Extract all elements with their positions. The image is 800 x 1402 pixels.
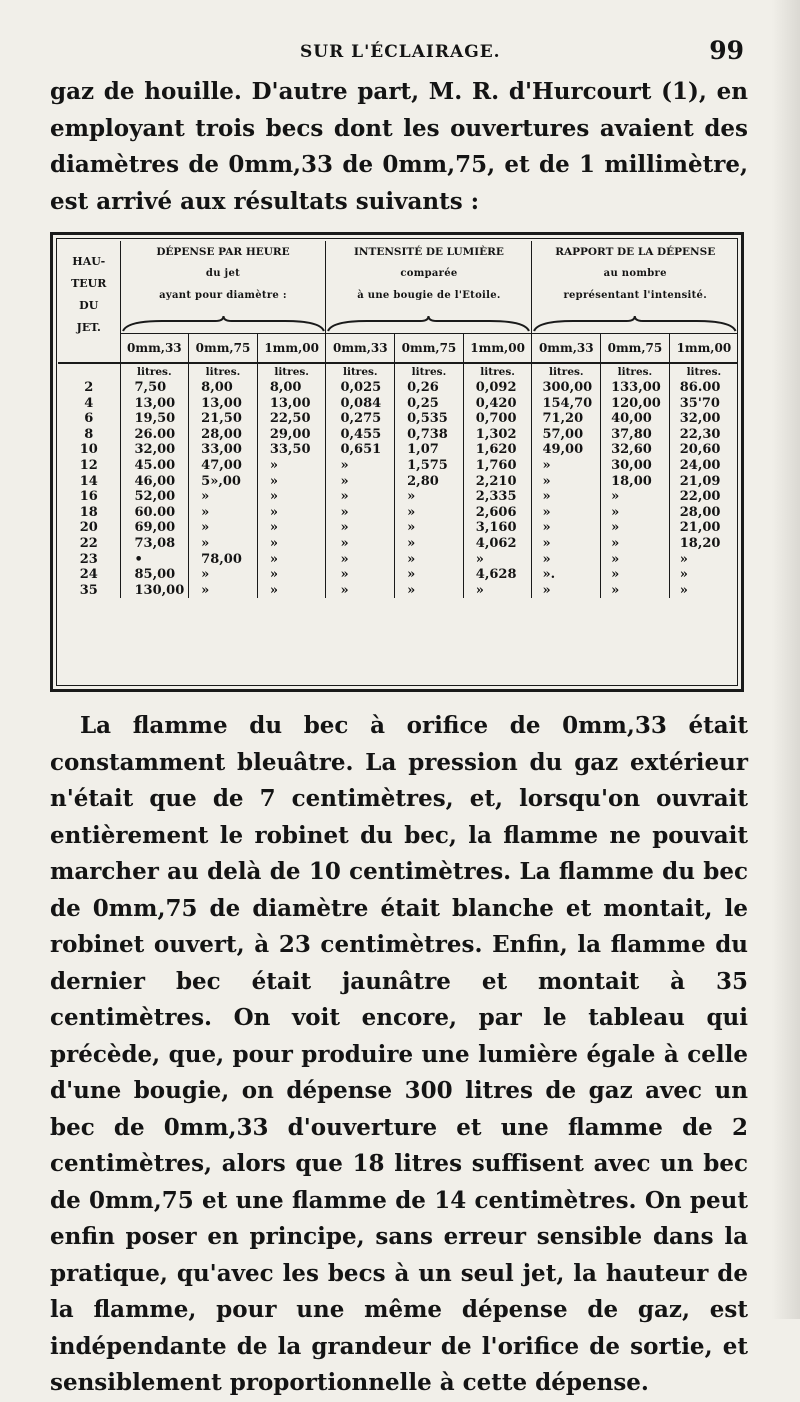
group-header-rapport	[532, 241, 738, 315]
row-value-cell: »	[326, 474, 395, 490]
row-value-cell: 2,80	[395, 474, 464, 490]
row-value-cell: 2,210	[463, 474, 532, 490]
group-header-intensite	[326, 241, 532, 315]
sub-header: 0mm,33	[120, 334, 189, 364]
row-value-cell: 0,738	[395, 427, 464, 443]
table-row	[58, 458, 738, 474]
row-height-cell: 12	[79, 457, 98, 473]
row-value-cell: 0,092	[463, 380, 532, 396]
row-value-cell: »	[326, 458, 395, 474]
row-value-cell: »	[463, 583, 532, 599]
sub-header: 0mm,75	[601, 334, 670, 364]
row-value-cell: 19,50	[120, 411, 189, 427]
row-value-cell: »	[326, 520, 395, 536]
row-value-cell: »	[257, 505, 326, 521]
intro-text: gaz de houille. D'autre part, M. R. d'Hurcourt (1), en employant trois becs dont les ouvertures avaient des diamètres de 0mm,33 de 0mm,75, et de 1 millimètre, est arrivé aux résultats suivants :	[50, 78, 748, 215]
sub-header: 1mm,00	[463, 334, 532, 364]
row-value-cell: 18,00	[601, 474, 670, 490]
running-head: SUR L'ÉCLAIRAGE.	[300, 42, 501, 62]
unit-cell: litres.	[601, 363, 670, 380]
hauteur-line-3: DU	[79, 299, 99, 312]
row-height-cell: 22	[79, 535, 98, 551]
row-value-cell: ».	[532, 567, 601, 583]
row-value-cell: 0,455	[326, 427, 395, 443]
row-value-cell: 0,420	[463, 396, 532, 412]
row-value-cell: »	[189, 520, 258, 536]
group1-line3: ayant pour diamètre :	[159, 290, 287, 301]
row-value-cell: 69,00	[120, 520, 189, 536]
row-value-cell: 30,00	[601, 458, 670, 474]
group2-line3: à une bougie de l'Etoile.	[357, 290, 501, 301]
row-height-cell: 18	[79, 504, 98, 520]
sub-header: 0mm,75	[189, 334, 258, 364]
row-value-cell: 71,20	[532, 411, 601, 427]
sub-header: 0mm,33	[532, 334, 601, 364]
row-value-cell: 133,00	[601, 380, 670, 396]
row-value-cell: 29,00	[257, 427, 326, 443]
table-row	[58, 552, 738, 568]
row-value-cell: »	[669, 552, 738, 568]
row-value-cell: 28,00	[669, 505, 738, 521]
group1-line2: du jet	[205, 268, 241, 279]
results-table-frame	[50, 232, 744, 692]
row-value-cell: 26.00	[120, 427, 189, 443]
row-value-cell: 32,00	[120, 442, 189, 458]
row-value-cell: 32,60	[601, 442, 670, 458]
hauteur-line-2: TEUR	[71, 277, 107, 290]
brace-rapport	[532, 315, 738, 334]
row-value-cell: 21,50	[189, 411, 258, 427]
row-value-cell: »	[532, 583, 601, 599]
row-value-cell: »	[532, 458, 601, 474]
row-value-cell: 7,50	[120, 380, 189, 396]
row-value-cell: »	[257, 567, 326, 583]
body-text: La flamme du bec à orifice de 0mm,33 était constamment bleuâtre. La pression du gaz extérieur n'était que de 7 centimètres, et, lorsqu'on ouvrait entièrement le robinet du bec, la flamme ne pouvait marcher au delà de 10 centimètres. La flamme du bec de 0mm,75 de diamètre était blanche et montait, le robinet ouvert, à 23 centimètres. Enfin, la flamme du dernier bec était jaunâtre et montait à 35 centimètres. On voit encore, par le tableau qui précède, que, pour produire une lumière égale à celle d'une bougie, on dépense 300 litres de gaz avec un bec de 0mm,33 d'ouverture et une flamme de 2 centimètres, alors que 18 litres suffisent avec un bec de 0mm,75 et une flamme de 14 centimètres. On peut enfin poser en principe, sans erreur sensible dans la pratique, qu'avec les becs à un seul jet, la hauteur de la flamme, pour une même dépense de gaz, est indépendante de la grandeur de l'orifice de sortie, et sensiblement proportionnelle à cette dépense.	[50, 712, 748, 1396]
row-value-cell: 120,00	[601, 396, 670, 412]
row-value-cell: 8,00	[257, 380, 326, 396]
table-row	[58, 396, 738, 412]
row-value-cell: 40,00	[601, 411, 670, 427]
row-value-cell: •	[120, 552, 189, 568]
row-value-cell: 20,60	[669, 442, 738, 458]
row-value-cell: 46,00	[120, 474, 189, 490]
group3-line1: RAPPORT DE LA DÉPENSE	[555, 246, 716, 258]
row-height-cell: 20	[79, 520, 98, 536]
body-paragraph	[50, 708, 748, 1402]
row-value-cell: »	[395, 536, 464, 552]
row-value-cell: »	[257, 474, 326, 490]
row-value-cell: 0,535	[395, 411, 464, 427]
diameter-header-row	[58, 334, 738, 364]
row-value-cell: 22,30	[669, 427, 738, 443]
hauteur-line-1: HAU-	[72, 255, 106, 268]
row-value-cell: »	[257, 536, 326, 552]
row-value-cell: 45.00	[120, 458, 189, 474]
row-value-cell: 33,50	[257, 442, 326, 458]
row-value-cell: 8,00	[189, 380, 258, 396]
row-value-cell: 13,00	[189, 396, 258, 412]
row-value-cell: »	[257, 583, 326, 599]
row-value-cell: »	[601, 552, 670, 568]
row-height-cell: 6	[84, 411, 94, 427]
row-value-cell: 57,00	[532, 427, 601, 443]
row-value-cell: »	[532, 552, 601, 568]
row-value-cell: 130,00	[120, 583, 189, 599]
row-value-cell: »	[532, 474, 601, 490]
row-value-cell: 22,00	[669, 489, 738, 505]
row-value-cell: 0,275	[326, 411, 395, 427]
row-height-cell: 23	[79, 551, 98, 567]
row-value-cell: »	[189, 505, 258, 521]
row-value-cell: »	[601, 567, 670, 583]
row-value-cell: »	[601, 505, 670, 521]
row-value-cell: »	[395, 520, 464, 536]
sub-header: 1mm,00	[257, 334, 326, 364]
intro-paragraph	[50, 74, 748, 220]
row-value-cell: »	[257, 520, 326, 536]
row-value-cell: 0,25	[395, 396, 464, 412]
row-value-cell: »	[463, 552, 532, 568]
group-header-depense	[120, 241, 326, 315]
row-height-cell: 24	[79, 567, 98, 583]
unit-cell: litres.	[463, 363, 532, 380]
table-row	[58, 489, 738, 505]
unit-cell: litres.	[395, 363, 464, 380]
hauteur-header	[58, 241, 120, 363]
row-value-cell: »	[395, 489, 464, 505]
unit-cell: litres.	[257, 363, 326, 380]
unit-cell: litres.	[532, 363, 601, 380]
row-value-cell: »	[326, 505, 395, 521]
row-value-cell: 3,160	[463, 520, 532, 536]
sub-header: 0mm,33	[326, 334, 395, 364]
row-value-cell: »	[669, 583, 738, 599]
row-value-cell: 1,620	[463, 442, 532, 458]
row-value-cell: 154,70	[532, 396, 601, 412]
row-value-cell: »	[669, 567, 738, 583]
table-row	[58, 536, 738, 552]
table-row	[58, 474, 738, 490]
row-value-cell: 1,575	[395, 458, 464, 474]
row-value-cell: 1,760	[463, 458, 532, 474]
row-value-cell: 37,80	[601, 427, 670, 443]
row-value-cell: »	[326, 489, 395, 505]
row-value-cell: 0,700	[463, 411, 532, 427]
row-value-cell: 32,00	[669, 411, 738, 427]
row-height-cell: 14	[79, 473, 98, 489]
page-edge-shadow	[772, 0, 800, 1319]
row-height-cell: 4	[84, 395, 94, 411]
page-number: 99	[709, 36, 744, 65]
row-value-cell: 4,628	[463, 567, 532, 583]
row-height-cell: 10	[79, 442, 98, 458]
row-value-cell: 21,00	[669, 520, 738, 536]
row-height-cell: 35	[79, 582, 98, 598]
row-value-cell: 5»,00	[189, 474, 258, 490]
row-value-cell: 86.00	[669, 380, 738, 396]
table-row	[58, 520, 738, 536]
row-value-cell: »	[326, 552, 395, 568]
row-value-cell: »	[189, 583, 258, 599]
row-value-cell: »	[189, 567, 258, 583]
row-value-cell: 13,00	[257, 396, 326, 412]
row-value-cell: »	[326, 583, 395, 599]
row-value-cell: 4,062	[463, 536, 532, 552]
row-value-cell: 85,00	[120, 567, 189, 583]
row-value-cell: »	[601, 583, 670, 599]
row-value-cell: »	[326, 567, 395, 583]
row-value-cell: »	[601, 536, 670, 552]
row-value-cell: 78,00	[189, 552, 258, 568]
row-value-cell: 73,08	[120, 536, 189, 552]
group2-line1: INTENSITÉ DE LUMIÈRE	[354, 246, 504, 258]
row-value-cell: 13,00	[120, 396, 189, 412]
row-value-cell: 60.00	[120, 505, 189, 521]
table-row	[58, 583, 738, 599]
table-row	[58, 567, 738, 583]
results-table	[58, 241, 738, 598]
row-value-cell: »	[395, 583, 464, 599]
row-height-cell: 8	[84, 426, 94, 442]
row-value-cell: 1,07	[395, 442, 464, 458]
row-value-cell: »	[326, 536, 395, 552]
brace-depense	[120, 315, 326, 334]
row-value-cell: 300,00	[532, 380, 601, 396]
row-value-cell: »	[601, 520, 670, 536]
group3-line3: représentant l'intensité.	[563, 290, 707, 301]
table-row	[58, 427, 738, 443]
row-value-cell: 35'70	[669, 396, 738, 412]
unit-row	[58, 363, 738, 380]
row-value-cell: »	[395, 505, 464, 521]
row-value-cell: »	[257, 458, 326, 474]
sub-header: 0mm,75	[395, 334, 464, 364]
table-row	[58, 380, 738, 396]
row-value-cell: 18,20	[669, 536, 738, 552]
unit-cell: litres.	[326, 363, 395, 380]
group2-line2: comparée	[400, 268, 458, 279]
row-value-cell: 24,00	[669, 458, 738, 474]
row-value-cell: 0,26	[395, 380, 464, 396]
hauteur-line-4: JET.	[76, 321, 101, 334]
unit-cell: litres.	[120, 363, 189, 380]
row-value-cell: 1,302	[463, 427, 532, 443]
group1-line1: DÉPENSE PAR HEURE	[156, 246, 290, 258]
row-value-cell: 0,025	[326, 380, 395, 396]
row-value-cell: »	[532, 489, 601, 505]
row-value-cell: »	[257, 489, 326, 505]
unit-cell-empty	[58, 363, 120, 380]
row-value-cell: 0,651	[326, 442, 395, 458]
unit-cell: litres.	[669, 363, 738, 380]
row-value-cell: 0,084	[326, 396, 395, 412]
row-value-cell: »	[532, 536, 601, 552]
row-value-cell: 22,50	[257, 411, 326, 427]
table-row	[58, 505, 738, 521]
row-value-cell: »	[532, 520, 601, 536]
unit-cell: litres.	[189, 363, 258, 380]
group3-line2: au nombre	[603, 268, 667, 279]
row-value-cell: 28,00	[189, 427, 258, 443]
row-value-cell: »	[189, 489, 258, 505]
row-value-cell: »	[189, 536, 258, 552]
table-row	[58, 442, 738, 458]
row-value-cell: 49,00	[532, 442, 601, 458]
row-value-cell: »	[395, 567, 464, 583]
row-height-cell: 2	[84, 380, 94, 395]
row-value-cell: 47,00	[189, 458, 258, 474]
row-value-cell: 33,00	[189, 442, 258, 458]
row-value-cell: »	[257, 552, 326, 568]
sub-header: 1mm,00	[669, 334, 738, 364]
row-value-cell: 21,09	[669, 474, 738, 490]
row-value-cell: 2,335	[463, 489, 532, 505]
row-height-cell: 16	[79, 489, 98, 505]
row-value-cell: »	[532, 505, 601, 521]
row-value-cell: »	[601, 489, 670, 505]
row-value-cell: 52,00	[120, 489, 189, 505]
row-value-cell: »	[395, 552, 464, 568]
row-value-cell: 2,606	[463, 505, 532, 521]
brace-intensite	[326, 315, 532, 334]
table-row	[58, 411, 738, 427]
